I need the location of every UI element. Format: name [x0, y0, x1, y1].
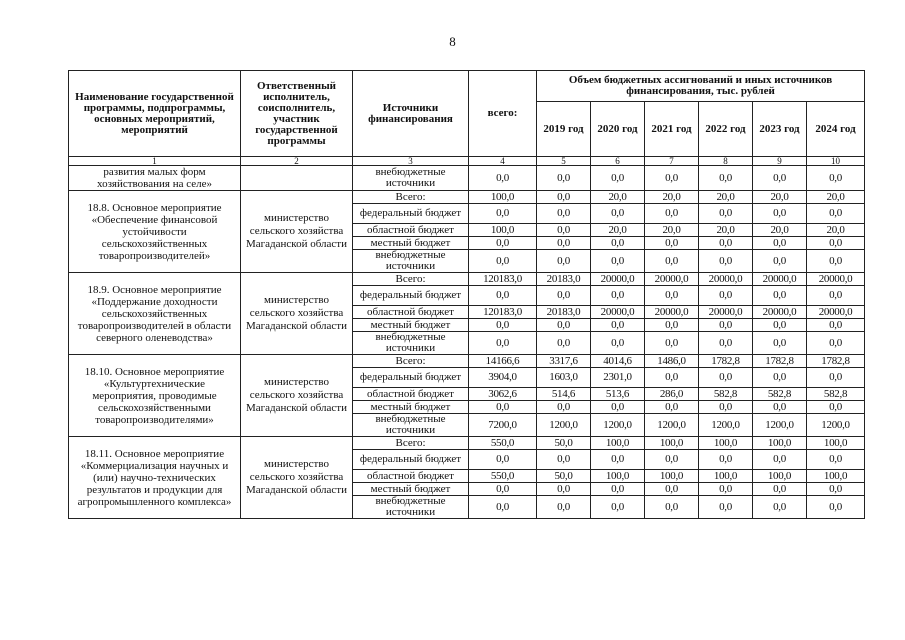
source-cell: областной бюджет: [353, 306, 469, 319]
value-cell: 20,0: [645, 224, 699, 237]
value-cell: 1782,8: [699, 355, 753, 368]
source-cell: Всего:: [353, 273, 469, 286]
column-number: 10: [807, 157, 865, 166]
value-cell: 513,6: [591, 388, 645, 401]
responsible-cell: [241, 166, 353, 191]
value-cell: 0,0: [753, 496, 807, 519]
value-cell: 20000,0: [699, 306, 753, 319]
header-year: 2022 год: [699, 102, 753, 157]
value-cell: 550,0: [469, 470, 537, 483]
value-cell: 100,0: [469, 224, 537, 237]
header-year: 2020 год: [591, 102, 645, 157]
value-cell: 20000,0: [645, 273, 699, 286]
value-cell: 0,0: [807, 401, 865, 414]
source-cell: местный бюджет: [353, 237, 469, 250]
value-cell: 0,0: [469, 250, 537, 273]
value-cell: 3904,0: [469, 368, 537, 388]
value-cell: 0,0: [591, 250, 645, 273]
column-number: 3: [353, 157, 469, 166]
value-cell: 0,0: [753, 368, 807, 388]
value-cell: 0,0: [753, 250, 807, 273]
column-number: 5: [537, 157, 591, 166]
value-cell: 0,0: [753, 237, 807, 250]
value-cell: 0,0: [591, 401, 645, 414]
value-cell: 20000,0: [807, 273, 865, 286]
value-cell: 0,0: [537, 332, 591, 355]
value-cell: 0,0: [537, 166, 591, 191]
value-cell: 1200,0: [537, 414, 591, 437]
value-cell: 0,0: [469, 237, 537, 250]
source-cell: Всего:: [353, 191, 469, 204]
value-cell: 0,0: [469, 496, 537, 519]
source-cell: местный бюджет: [353, 401, 469, 414]
value-cell: 0,0: [469, 319, 537, 332]
value-cell: 20183,0: [537, 273, 591, 286]
value-cell: 0,0: [645, 332, 699, 355]
value-cell: 0,0: [753, 332, 807, 355]
value-cell: 0,0: [537, 204, 591, 224]
value-cell: 0,0: [807, 250, 865, 273]
value-cell: 1782,8: [807, 355, 865, 368]
value-cell: 0,0: [645, 319, 699, 332]
value-cell: 100,0: [807, 470, 865, 483]
responsible-cell: министерство сельского хозяйства Магаданской области: [241, 273, 353, 355]
value-cell: 0,0: [591, 204, 645, 224]
header-volume: Объем бюджетных ассигнований и иных источников финансирования, тыс. рублей: [537, 71, 865, 102]
value-cell: 100,0: [753, 437, 807, 450]
value-cell: 0,0: [645, 483, 699, 496]
value-cell: 0,0: [699, 237, 753, 250]
value-cell: 0,0: [591, 286, 645, 306]
value-cell: 100,0: [591, 437, 645, 450]
column-number: 4: [469, 157, 537, 166]
value-cell: 20183,0: [537, 306, 591, 319]
value-cell: 0,0: [807, 450, 865, 470]
value-cell: 0,0: [537, 450, 591, 470]
source-cell: Всего:: [353, 437, 469, 450]
header-total: всего:: [469, 71, 537, 157]
value-cell: 3062,6: [469, 388, 537, 401]
value-cell: 0,0: [753, 450, 807, 470]
value-cell: 0,0: [807, 483, 865, 496]
value-cell: 100,0: [699, 470, 753, 483]
value-cell: 0,0: [591, 496, 645, 519]
value-cell: 20000,0: [699, 273, 753, 286]
value-cell: 0,0: [537, 250, 591, 273]
value-cell: 0,0: [591, 237, 645, 250]
program-name-cell: развития малых форм хозяйствования на селе»: [69, 166, 241, 191]
column-number: 1: [69, 157, 241, 166]
value-cell: 100,0: [753, 470, 807, 483]
column-number: 7: [645, 157, 699, 166]
responsible-cell: министерство сельского хозяйства Магаданской области: [241, 355, 353, 437]
value-cell: 120183,0: [469, 273, 537, 286]
source-cell: внебюджетные источники: [353, 414, 469, 437]
value-cell: 0,0: [537, 237, 591, 250]
value-cell: 20,0: [699, 191, 753, 204]
value-cell: 0,0: [807, 332, 865, 355]
value-cell: 1603,0: [537, 368, 591, 388]
value-cell: 0,0: [699, 166, 753, 191]
table-row: [69, 437, 865, 450]
value-cell: 0,0: [469, 483, 537, 496]
source-cell: федеральный бюджет: [353, 368, 469, 388]
value-cell: 0,0: [699, 204, 753, 224]
value-cell: 550,0: [469, 437, 537, 450]
value-cell: 0,0: [469, 286, 537, 306]
value-cell: 1200,0: [699, 414, 753, 437]
value-cell: 20000,0: [591, 306, 645, 319]
value-cell: 0,0: [537, 191, 591, 204]
value-cell: 0,0: [699, 483, 753, 496]
value-cell: 0,0: [469, 332, 537, 355]
value-cell: 582,8: [699, 388, 753, 401]
source-cell: местный бюджет: [353, 483, 469, 496]
value-cell: 4014,6: [591, 355, 645, 368]
header-sources: Источники финансирования: [353, 71, 469, 157]
column-number: 9: [753, 157, 807, 166]
value-cell: 0,0: [645, 368, 699, 388]
value-cell: 0,0: [753, 204, 807, 224]
value-cell: 0,0: [753, 401, 807, 414]
value-cell: 0,0: [645, 286, 699, 306]
value-cell: 0,0: [753, 483, 807, 496]
value-cell: 0,0: [537, 483, 591, 496]
value-cell: 20000,0: [645, 306, 699, 319]
value-cell: 0,0: [699, 496, 753, 519]
value-cell: 0,0: [753, 166, 807, 191]
value-cell: 20,0: [753, 224, 807, 237]
value-cell: 1200,0: [753, 414, 807, 437]
source-cell: местный бюджет: [353, 319, 469, 332]
source-cell: областной бюджет: [353, 224, 469, 237]
table-row: [69, 191, 865, 204]
value-cell: 0,0: [699, 401, 753, 414]
header-year: 2021 год: [645, 102, 699, 157]
value-cell: 20000,0: [591, 273, 645, 286]
value-cell: 100,0: [699, 437, 753, 450]
value-cell: 0,0: [469, 401, 537, 414]
value-cell: 100,0: [645, 437, 699, 450]
value-cell: 582,8: [807, 388, 865, 401]
value-cell: 0,0: [469, 450, 537, 470]
program-name-cell: 18.9. Основное мероприятие «Поддержание доходности сельскохозяйственных товаропроизводителей в области северного оленеводства»: [69, 273, 241, 355]
value-cell: 20000,0: [807, 306, 865, 319]
value-cell: 0,0: [807, 319, 865, 332]
value-cell: 0,0: [699, 250, 753, 273]
value-cell: 0,0: [537, 224, 591, 237]
value-cell: 20,0: [645, 191, 699, 204]
header-year: 2019 год: [537, 102, 591, 157]
value-cell: 100,0: [591, 470, 645, 483]
value-cell: 20,0: [807, 191, 865, 204]
value-cell: 0,0: [469, 204, 537, 224]
value-cell: 14166,6: [469, 355, 537, 368]
value-cell: 0,0: [591, 319, 645, 332]
value-cell: 1200,0: [645, 414, 699, 437]
value-cell: 0,0: [645, 237, 699, 250]
table-row: [69, 166, 865, 191]
program-name-cell: 18.10. Основное мероприятие «Культуртехнические мероприятия, проводимые сельскохозяйственными товаропроизводителями»: [69, 355, 241, 437]
value-cell: 2301,0: [591, 368, 645, 388]
value-cell: 50,0: [537, 470, 591, 483]
source-cell: областной бюджет: [353, 388, 469, 401]
source-cell: внебюджетные источники: [353, 166, 469, 191]
value-cell: 582,8: [753, 388, 807, 401]
value-cell: 0,0: [537, 319, 591, 332]
value-cell: 0,0: [469, 166, 537, 191]
table-row: [69, 355, 865, 368]
value-cell: 20,0: [591, 191, 645, 204]
column-number: 8: [699, 157, 753, 166]
value-cell: 20,0: [807, 224, 865, 237]
value-cell: 0,0: [645, 496, 699, 519]
header-responsible: Ответственный исполнитель, соисполнитель, участник государственной программы: [241, 71, 353, 157]
value-cell: 0,0: [699, 450, 753, 470]
value-cell: 0,0: [645, 204, 699, 224]
value-cell: 0,0: [537, 496, 591, 519]
source-cell: внебюджетные источники: [353, 250, 469, 273]
value-cell: 0,0: [807, 368, 865, 388]
source-cell: областной бюджет: [353, 470, 469, 483]
value-cell: 0,0: [591, 166, 645, 191]
column-number: 2: [241, 157, 353, 166]
column-number-row: [69, 157, 865, 166]
responsible-cell: министерство сельского хозяйства Магаданской области: [241, 191, 353, 273]
value-cell: 7200,0: [469, 414, 537, 437]
header-row: [69, 71, 865, 102]
source-cell: федеральный бюджет: [353, 286, 469, 306]
program-name-cell: 18.8. Основное мероприятие «Обеспечение финансовой устойчивости сельскохозяйственных товаропроизводителей»: [69, 191, 241, 273]
source-cell: внебюджетные источники: [353, 332, 469, 355]
value-cell: 0,0: [807, 204, 865, 224]
value-cell: 0,0: [591, 483, 645, 496]
value-cell: 0,0: [645, 166, 699, 191]
value-cell: 3317,6: [537, 355, 591, 368]
value-cell: 20000,0: [753, 273, 807, 286]
table-row: [69, 273, 865, 286]
source-cell: федеральный бюджет: [353, 450, 469, 470]
budget-table: [68, 70, 865, 519]
value-cell: 1486,0: [645, 355, 699, 368]
value-cell: 0,0: [807, 166, 865, 191]
value-cell: 0,0: [591, 332, 645, 355]
value-cell: 0,0: [537, 401, 591, 414]
value-cell: 0,0: [699, 368, 753, 388]
value-cell: 1200,0: [807, 414, 865, 437]
value-cell: 286,0: [645, 388, 699, 401]
value-cell: 100,0: [807, 437, 865, 450]
value-cell: 100,0: [469, 191, 537, 204]
value-cell: 20,0: [699, 224, 753, 237]
page-number: 8: [449, 34, 456, 49]
header-year: 2024 год: [807, 102, 865, 157]
responsible-cell: министерство сельского хозяйства Магаданской области: [241, 437, 353, 519]
value-cell: 20,0: [753, 191, 807, 204]
value-cell: 0,0: [699, 286, 753, 306]
value-cell: 0,0: [807, 237, 865, 250]
value-cell: 0,0: [753, 286, 807, 306]
value-cell: 514,6: [537, 388, 591, 401]
value-cell: 1782,8: [753, 355, 807, 368]
value-cell: 0,0: [645, 250, 699, 273]
value-cell: 0,0: [699, 332, 753, 355]
value-cell: 0,0: [591, 450, 645, 470]
value-cell: 100,0: [645, 470, 699, 483]
source-cell: внебюджетные источники: [353, 496, 469, 519]
value-cell: 0,0: [807, 496, 865, 519]
value-cell: 50,0: [537, 437, 591, 450]
value-cell: 20000,0: [753, 306, 807, 319]
value-cell: 120183,0: [469, 306, 537, 319]
header-name: Наименование государственной программы, подпрограммы, основных мероприятий, мероприятий: [69, 71, 241, 157]
value-cell: 0,0: [537, 286, 591, 306]
value-cell: 0,0: [753, 319, 807, 332]
value-cell: 0,0: [699, 319, 753, 332]
value-cell: 0,0: [645, 401, 699, 414]
source-cell: федеральный бюджет: [353, 204, 469, 224]
value-cell: 20,0: [591, 224, 645, 237]
column-number: 6: [591, 157, 645, 166]
value-cell: 0,0: [807, 286, 865, 306]
value-cell: 0,0: [645, 450, 699, 470]
program-name-cell: 18.11. Основное мероприятие «Коммерциализация научных и (или) научно-технических результатов и продукции для агропромышленного комплекса»: [69, 437, 241, 519]
value-cell: 1200,0: [591, 414, 645, 437]
source-cell: Всего:: [353, 355, 469, 368]
header-year: 2023 год: [753, 102, 807, 157]
